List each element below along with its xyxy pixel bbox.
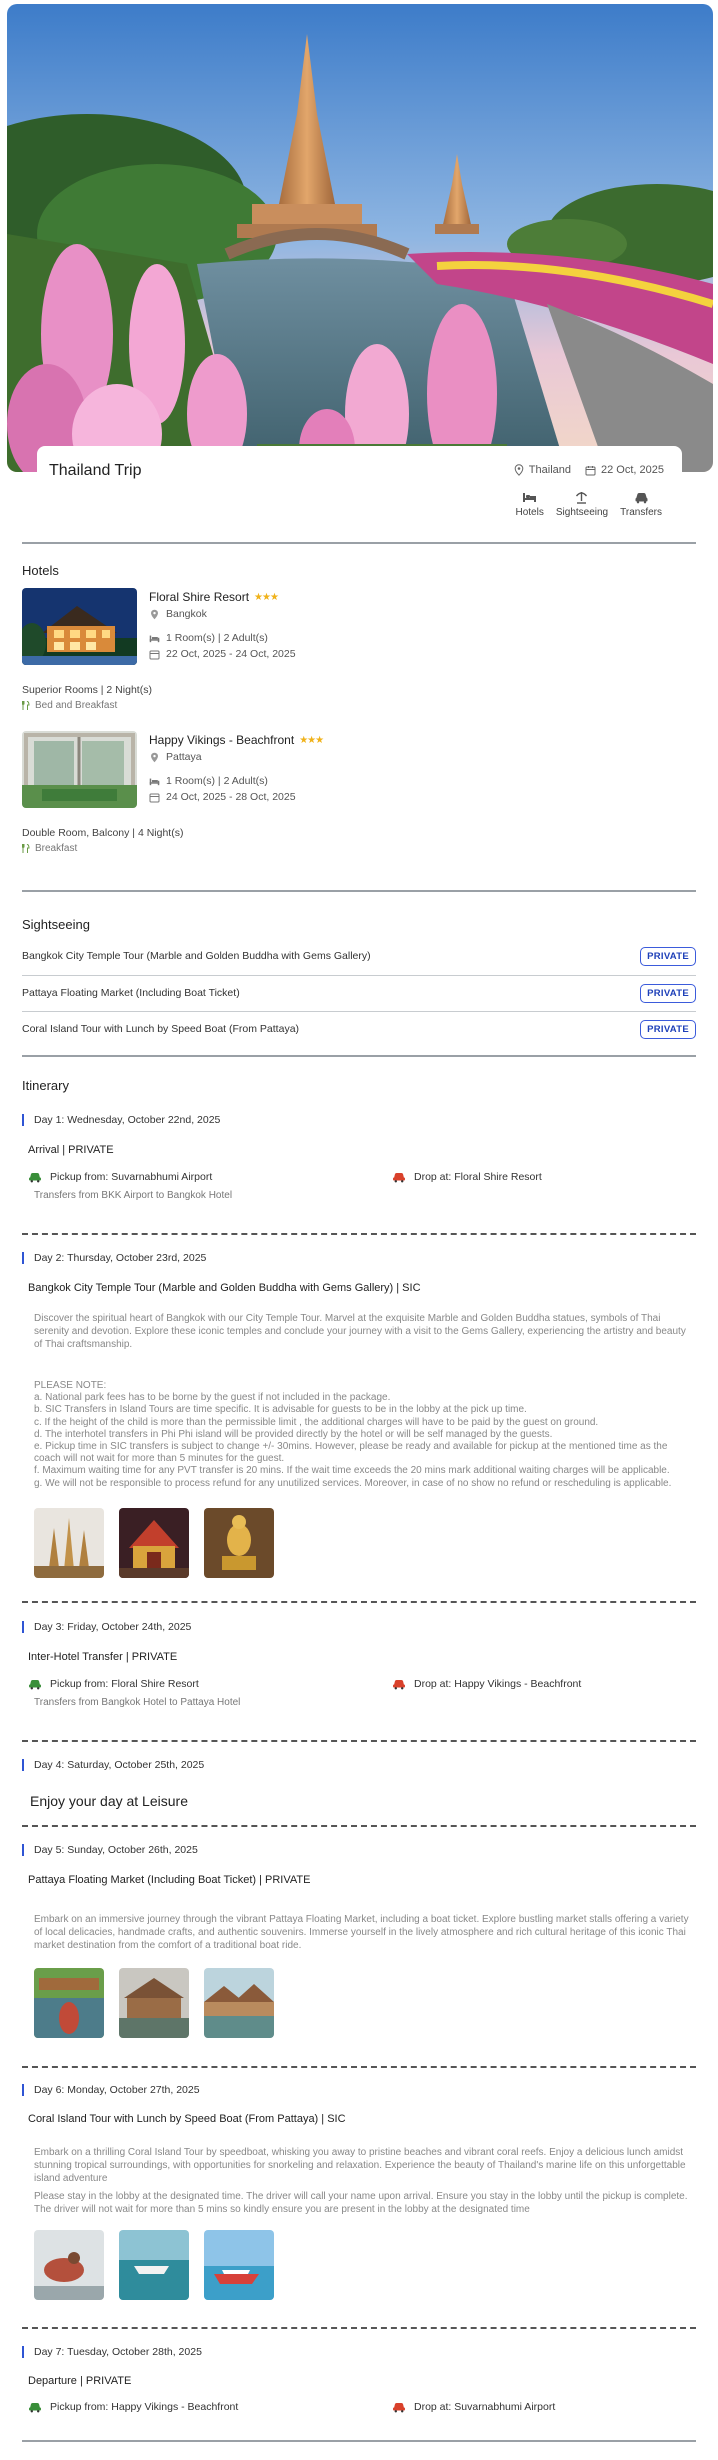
service-hotels-label: Hotels <box>515 507 544 518</box>
drop-info <box>392 1171 542 1183</box>
activity-gallery <box>34 1968 274 2038</box>
hotel-room-type: Double Room, Balcony | 4 Night(s) <box>22 827 184 839</box>
note-line: b. SIC Transfers in Island Tours are time specific. It is advisable for guests to be in the lobby at the pick up time. <box>34 1404 527 1416</box>
star-rating-icon: ★★★ <box>299 734 324 746</box>
private-badge: PRIVATE <box>640 1020 696 1039</box>
bed-icon <box>149 633 160 644</box>
service-transfers <box>620 490 662 518</box>
service-sightseeing <box>556 490 608 518</box>
service-transfers-label: Transfers <box>620 507 662 518</box>
gallery-image[interactable] <box>204 2230 274 2300</box>
hotel-rooms-label: 1 Room(s) | 2 Adult(s) <box>166 632 268 644</box>
activity-title: Coral Island Tour with Lunch by Speed Boat (From Pattaya) | SIC <box>28 2113 346 2125</box>
cutlery-icon <box>22 701 30 710</box>
pickup-info <box>28 1678 199 1690</box>
sightseeing-section-title: Sightseeing <box>22 917 90 932</box>
sightseeing-item-name: Coral Island Tour with Lunch by Speed Boat (From Pattaya) <box>22 1023 300 1035</box>
note-line: d. The interhotel transfers in Phi Phi island will be provided directly by the hotel or will be self managed by the guests. <box>34 1428 553 1440</box>
day-divider <box>22 1740 696 1742</box>
gallery-image[interactable] <box>204 1508 274 1578</box>
hotels-section-title: Hotels <box>22 563 59 578</box>
hotel-rooms <box>149 632 268 644</box>
drop-label: Drop at: Happy Vikings - Beachfront <box>414 1678 582 1690</box>
leisure-title: Enjoy your day at Leisure <box>30 1793 188 1809</box>
pickup-car-icon <box>28 2401 42 2413</box>
calendar-icon <box>149 649 160 660</box>
hotel-meal-plan <box>22 700 117 711</box>
note-line: g. We will not be responsible to process refund for any unutilized services. Moreover, in case of no show no refund or rescheduling is applicable. <box>34 1477 672 1489</box>
day-label: Day 7: Tuesday, October 28th, 2025 <box>22 2346 202 2358</box>
activity-description: Embark on a thrilling Coral Island Tour by speedboat, whisking you away to pristine beaches and vibrant coral reefs. Enjoy a delicious lunch amidst stunning tropical surroundings, with opportunities for snorkeling and relaxation. Experience the beauty of Thailand's marine life on this unforgettable island adventure <box>34 2147 686 2184</box>
pickup-car-icon <box>28 1678 42 1690</box>
day-label: Day 6: Monday, October 27th, 2025 <box>22 2084 200 2096</box>
pickup-car-icon <box>28 1171 42 1183</box>
day-label: Day 1: Wednesday, October 22nd, 2025 <box>22 1114 220 1126</box>
activity-gallery <box>34 1508 274 1578</box>
divider <box>22 542 696 544</box>
hotel-name <box>149 733 323 747</box>
activity-title: Arrival | PRIVATE <box>28 1144 114 1156</box>
sightseeing-icon <box>574 490 589 504</box>
note-line: c. If the height of the child is more than the permissible limit , the additional charges will have to be paid by the guest on ground. <box>34 1416 599 1428</box>
hotel-dates <box>149 791 296 803</box>
hotel-location <box>149 608 207 620</box>
sightseeing-item <box>22 938 696 974</box>
gallery-image[interactable] <box>119 2230 189 2300</box>
hotel-location <box>149 751 202 763</box>
sightseeing-item-name: Pattaya Floating Market (Including Boat Ticket) <box>22 987 240 999</box>
hero-image <box>7 4 713 472</box>
day-divider <box>22 2327 696 2329</box>
gallery-image[interactable] <box>34 1508 104 1578</box>
day-label: Day 4: Saturday, October 25th, 2025 <box>22 1759 204 1771</box>
activity-title: Bangkok City Temple Tour (Marble and Golden Buddha with Gems Gallery) | SIC <box>28 1282 421 1294</box>
service-hotels <box>516 490 544 518</box>
pickup-label: Pickup from: Suvarnabhumi Airport <box>50 1171 213 1183</box>
note-line: a. National park fees has to be borne by the guest if not included in the package. <box>34 1392 391 1404</box>
gallery-image[interactable] <box>119 1508 189 1578</box>
sightseeing-item <box>22 975 696 1011</box>
hotel-image <box>22 588 137 665</box>
drop-info <box>392 1678 581 1690</box>
hotel-meal-plan <box>22 843 77 854</box>
drop-info <box>392 2401 555 2413</box>
hotel-card <box>22 588 682 718</box>
hotel-meal-label: Breakfast <box>35 843 78 854</box>
activity-description: Discover the spiritual heart of Bangkok with our City Temple Tour. Marvel at the exquisite Marble and Golden Buddha statues, symbols of Thai serenity and devotion. Explore these iconic temples and conclude your journey with a visit to the Gems Gallery, experiencing the artistry and beauty of Thai craftsmanship. <box>34 1313 686 1350</box>
calendar-icon <box>149 792 160 803</box>
drop-car-icon <box>392 1171 406 1183</box>
gallery-image[interactable] <box>119 1968 189 2038</box>
divider <box>22 1055 696 1057</box>
note-line: f. Maximum waiting time for any PVT transfer is 20 mins. If the wait time exceeds the 20 mins mark additional waiting charges will be applicable. <box>34 1465 670 1477</box>
bed-icon <box>522 490 537 504</box>
divider <box>22 2440 696 2442</box>
trip-summary-card <box>37 446 682 530</box>
trip-meta <box>514 464 664 476</box>
activity-title: Inter-Hotel Transfer | PRIVATE <box>28 1651 178 1663</box>
drop-car-icon <box>392 2401 406 2413</box>
hotel-rooms-label: 1 Room(s) | 2 Adult(s) <box>166 775 268 787</box>
hotel-card <box>22 731 682 861</box>
day-divider <box>22 1825 696 1827</box>
calendar-icon <box>585 465 596 476</box>
day-divider <box>22 2066 696 2068</box>
sightseeing-item <box>22 1011 696 1047</box>
car-icon <box>634 490 649 504</box>
trip-services <box>516 490 663 518</box>
trip-date-label: 22 Oct, 2025 <box>601 464 664 476</box>
hotel-meal-label: Bed and Breakfast <box>35 700 118 711</box>
gallery-image[interactable] <box>34 2230 104 2300</box>
day-label: Day 2: Thursday, October 23rd, 2025 <box>22 1252 206 1264</box>
pickup-info <box>28 2401 238 2413</box>
trip-destination <box>514 464 571 476</box>
pickup-label: Pickup from: Floral Shire Resort <box>50 1678 199 1690</box>
star-rating-icon: ★★★ <box>254 591 278 603</box>
hotel-location-label: Pattaya <box>166 751 202 763</box>
gallery-image[interactable] <box>34 1968 104 2038</box>
location-pin-icon <box>149 609 160 620</box>
activity-title: Departure | PRIVATE <box>28 2375 132 2387</box>
location-pin-icon <box>514 464 524 476</box>
sightseeing-item-name: Bangkok City Temple Tour (Marble and Golden Buddha with Gems Gallery) <box>22 950 371 962</box>
bed-icon <box>149 776 160 787</box>
note-line: PLEASE NOTE: <box>34 1380 107 1391</box>
pickup-info <box>28 1171 212 1183</box>
gallery-image[interactable] <box>204 1968 274 2038</box>
day-divider <box>22 1601 696 1603</box>
day-divider <box>22 1233 696 1235</box>
hotel-image <box>22 731 137 808</box>
trip-destination-label: Thailand <box>528 464 571 476</box>
trip-date <box>585 464 664 476</box>
hotel-name-label: Happy Vikings - Beachfront <box>149 733 295 747</box>
trip-title: Thailand Trip <box>49 462 142 479</box>
hotel-name-label: Floral Shire Resort <box>149 590 250 604</box>
day-label: Day 3: Friday, October 24th, 2025 <box>22 1621 191 1633</box>
hotel-rooms <box>149 775 268 787</box>
private-badge: PRIVATE <box>640 984 696 1003</box>
location-pin-icon <box>149 752 160 763</box>
please-note <box>34 1380 694 1490</box>
private-badge: PRIVATE <box>640 947 696 966</box>
divider <box>22 890 696 892</box>
hotel-name <box>149 590 278 604</box>
activity-gallery <box>34 2230 274 2300</box>
hotel-dates-label: 24 Oct, 2025 - 28 Oct, 2025 <box>166 791 296 803</box>
service-sightseeing-label: Sightseeing <box>555 507 609 518</box>
transfer-description: Transfers from BKK Airport to Bangkok Hotel <box>34 1190 233 1201</box>
hotel-dates-label: 22 Oct, 2025 - 24 Oct, 2025 <box>166 648 296 660</box>
drop-label: Drop at: Suvarnabhumi Airport <box>414 2401 556 2413</box>
day-label: Day 5: Sunday, October 26th, 2025 <box>22 1844 198 1856</box>
drop-label: Drop at: Floral Shire Resort <box>414 1171 542 1183</box>
cutlery-icon <box>22 844 30 853</box>
note-line: e. Pickup time in SIC transfers is subject to change +/- 30mins. However, please be ready and available for pickup at the mentioned time as the coach will not wait for more than 5 minutes for the guest. <box>34 1441 668 1465</box>
activity-description-extra: Please stay in the lobby at the designated time. The driver will call your name upon arrival. Ensure you stay in the lobby until the pickup is complete. The driver will not wait for more than 5 mins so kindly ensure you are present in the lobby at the designated time <box>34 2191 688 2215</box>
activity-title: Pattaya Floating Market (Including Boat Ticket) | PRIVATE <box>28 1874 311 1886</box>
itinerary-section-title: Itinerary <box>22 1078 69 1093</box>
activity-description: Embark on an immersive journey through the vibrant Pattaya Floating Market, including a boat ticket. Explore bustling market stalls offering a variety of local delicacies, handmade crafts, and authentic souvenirs. Immerse yourself in the lively atmosphere and rich cultural heritage of this iconic Thai market destination from the comfort of a traditional boat ride. <box>34 1914 689 1951</box>
hotel-room-type: Superior Rooms | 2 Night(s) <box>22 684 152 696</box>
transfer-description: Transfers from Bangkok Hotel to Pattaya Hotel <box>34 1697 241 1708</box>
hotel-dates <box>149 648 296 660</box>
pickup-label: Pickup from: Happy Vikings - Beachfront <box>50 2401 239 2413</box>
drop-car-icon <box>392 1678 406 1690</box>
hotel-location-label: Bangkok <box>166 608 207 620</box>
